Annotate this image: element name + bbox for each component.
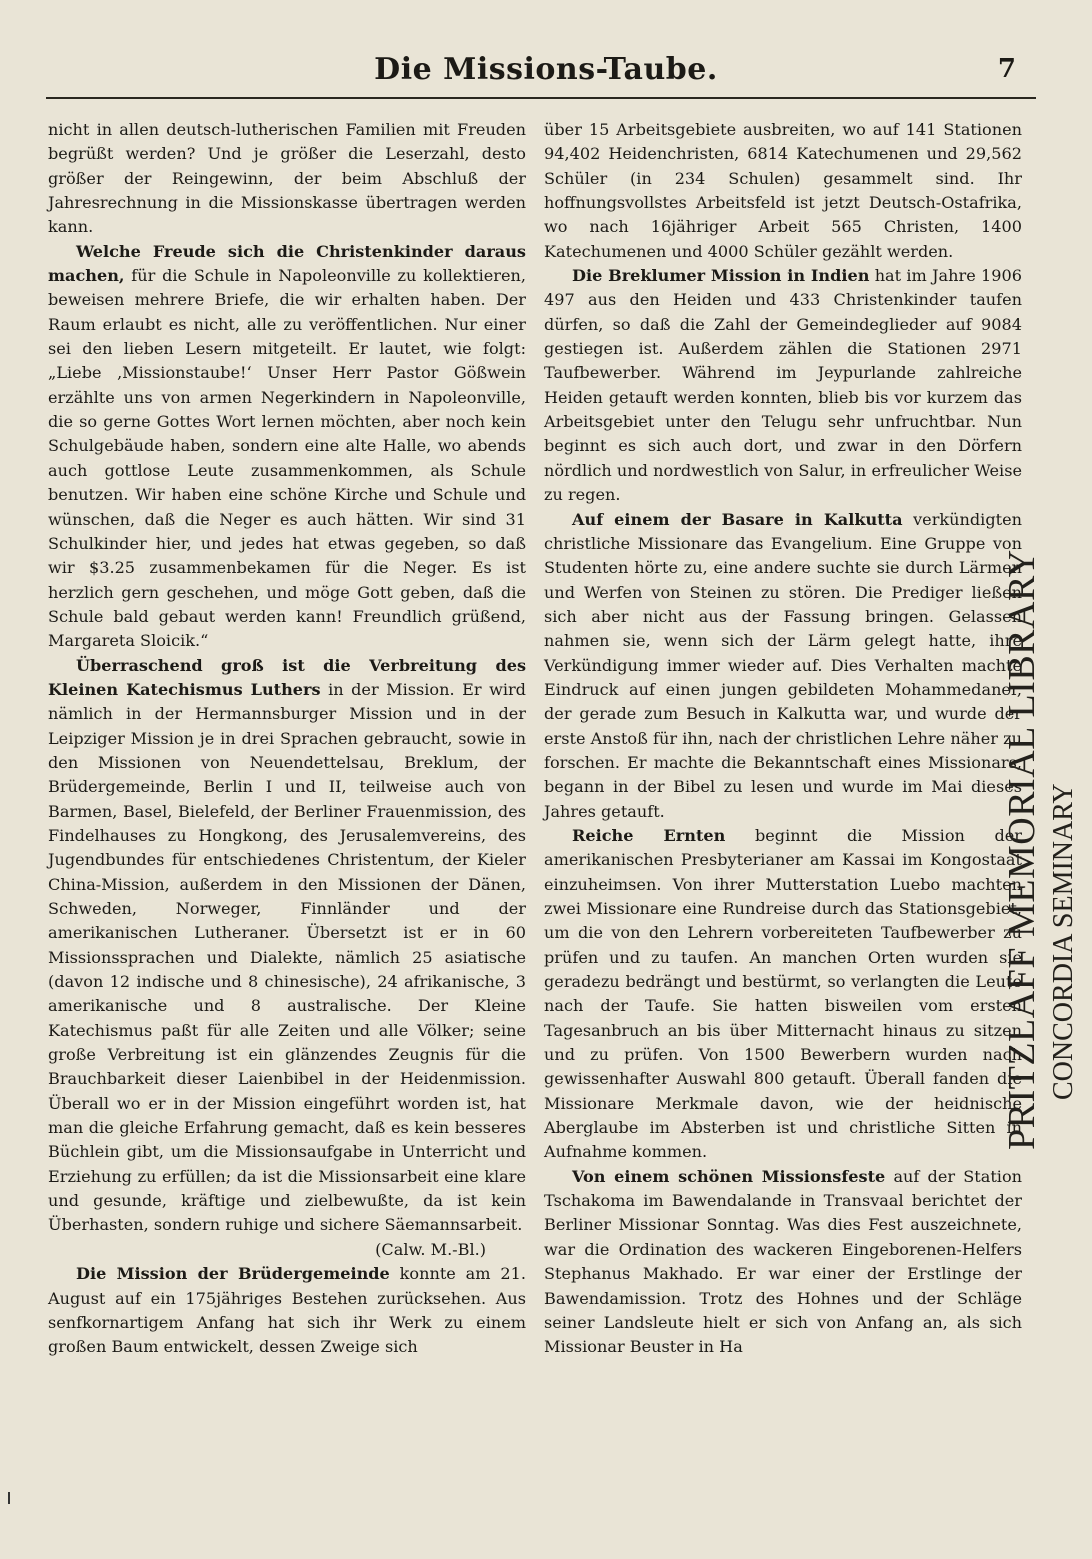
source-citation: (Calw. M.-Bl.) (375, 1239, 486, 1259)
paragraph-lead: Welche Freude sich die Christenkinder daraus machen, (48, 241, 526, 286)
paragraph-lead: Reiche Ernten (572, 825, 726, 845)
page-number: 7 (997, 54, 1016, 84)
paragraph-lead: Auf einem der Basare in Kalkutta (572, 509, 903, 529)
paragraph (48, 1262, 526, 1359)
paragraph-body: auf der Station Tschakoma im Bawendalande in Transvaal berichtet der Berliner Missionar Sonntag. Was dies Fest auszeichnete, war die Ordination des wackeren Eingeborenen-Helfers Stephanus Makhado. Er war einer der Erstlinge der Bawendamission. Trotz des Hohnes und der Schläge seiner Landsleute hielt er sich von Anfang an, als sich Missionar Beuster in Ha (544, 1166, 1022, 1357)
paragraph-lead: Die Breklumer Mission in Indien (572, 266, 870, 286)
paragraph-lead: Die Mission der Brüdergemeinde (76, 1264, 390, 1284)
scan-mark (8, 1492, 10, 1504)
paragraph-body: beginnt die Mission der amerikanischen Presbyterianer am Kassai im Kongostaat einzuheimsen. Von ihrer Mutterstation Luebo machten zwei Missionare eine Rundreise durch das Stationsgebiet, um die von den Lehrern vorbereiteten Taufbewerber zu prüfen und zu taufen. An manchen Orten wurden sie geradezu bedrängt und bestürmt, so verlangten die Leute nach der Taufe. Sie hatten bisweilen vom ersten Tagesanbruch an bis über Mitternacht hinaus zu sitzen und zu prüfen. Von 1500 Bewerbern wurden nach gewissenhafter Auswahl 800 getauft. Überall fanden die Missionare Merkmale davon, wie der heidnische Aberglaube im Absterben ist und christliche Sitten in Aufnahme kommen. (544, 825, 1022, 1162)
paragraph (544, 264, 1022, 507)
paragraph (544, 1165, 1022, 1360)
paragraph: über 15 Arbeitsgebiete ausbreiten, wo auf 141 Stationen 94,402 Heidenchristen, 6814 Katechumenen und 29,562 Schüler (in 234 Schulen) gesammelt sind. Ihr hoffnungsvollstes Arbeitsfeld ist jetzt Deutsch-Ostafrika, wo nach 16jähriger Arbeit 565 Christen, 1400 Katechumenen und 4000 Schüler gezählt werden. (544, 120, 1022, 261)
paragraph: nicht in allen deutsch-lutherischen Familien mit Freuden begrüßt werden? Und je größer die Leserzahl, desto größer der Reingewinn, der beim Abschluß der Jahresrechnung in die Missionskasse übertragen werden kann. (48, 120, 526, 237)
library-stamp-line2: CONCORDIA SEMINARY (1048, 783, 1079, 1100)
paragraph-body: verkündigten christliche Missionare das Evangelium. Eine Gruppe von Studenten hörte zu, eine andere suchte sie durch Lärmen und Werfen von Steinen zu stören. Die Prediger ließen sich aber nicht aus der Fassung bringen. Gelassen nahmen sie, wenn sich der Lärm gelegt hatte, ihre Verkündigung immer wieder auf. Dies Verhalten machte Eindruck auf einen jungen gebildeten Mohammedaner, der gerade zum Besuch in Kalkutta war, und wurde der erste Anstoß für ihn, nach der christlichen Lehre näher zu forschen. Er machte die Bekanntschaft eines Missionars, begann in der Bibel zu lesen und wurde im Mai dieses Jahres getauft. (544, 509, 1022, 821)
paragraph-body: für die Schule in Napoleonville zu kollektieren, beweisen mehrere Briefe, die wir erhalten haben. Der Raum erlaubt es nicht, alle zu veröffentlichen. Nur einer sei den lieben Lesern mitgeteilt. Er lautet, wie folgt: „Liebe ‚Missionstaube!‘ Unser Herr Pastor Gößwein erzählte uns von armen Negerkindern in Napoleonville, die so gerne Gottes Wort lernen möchten, aber noch kein Schulgebäude haben, sondern eine alte Halle, wo abends auch gottlose Leute zusammenkommen, als Schule benutzen. Wir haben eine schöne Kirche und Schule und wünschen, daß die Neger es auch hätten. Wir sind 31 Schulkinder hier, und jedes hat etwas gegeben, so daß wir $3.25 zusammenbekamen für die Neger. Es ist herzlich gern geschehen, und möge Gott geben, daß die Schule bald gebaut werden kann! Freundlich grüßend, Margareta Sloicik.“ (48, 266, 526, 651)
running-title: Die Missions-Taube. (374, 52, 718, 87)
paragraph-lead: Überraschend groß ist die Verbreitung des Kleinen Katechismus Luthers (48, 655, 526, 699)
paragraph-body: in der Mission. Er wird nämlich in der Hermannsburger Mission und in der Leipziger Mission je in drei Sprachen gebraucht, sowie in den Missionen von Neuendettelsau, Breklum, der Brüdergemeinde, Berlin I und II, teilweise auch von Barmen, Basel, Bielefeld, der Berliner Frauenmission, des Findelhauses zu Hongkong, des Jerusalemvereins, des Jugendbundes für entschiedenes Christentum, der Kieler China-Mission, außerdem in den Missionen der Dänen, Schweden, Norweger, Finnländer und der amerikanischen Lutheraner. Übersetzt ist er in 60 Missionssprachen und Dialekte, nämlich 25 asiatische (davon 12 indische und 8 chinesische), 24 afrikanische, 3 amerikanische und 8 australische. Der Kleine Katechismus paßt für alle Zeiten und alle Völker; seine große Verbreitung ist ein glänzendes Zeugnis für die Brauchbarkeit dieser Laienbibel in der Heidenmission. Überall wo er in der Mission eingeführt worden ist, hat man die gleiche Erfahrung gemacht, daß es kein besseres Büchlein gibt, um die Missionsaufgabe in Unterricht und Erziehung zu erfüllen; da ist die Missionsarbeit eine klare und gesunde, kräftige und zielbewußte, da ist kein Überhasten, sondern ruhige und sichere Säemannsarbeit. (48, 679, 526, 1235)
paragraph (48, 240, 526, 654)
paragraph (544, 824, 1022, 1165)
right-column (544, 118, 1022, 1360)
paragraph-lead: Von einem schönen Missionsfeste (572, 1166, 886, 1186)
library-stamp-line1: PRITZLAFF MEMORIAL LIBRARY (1001, 549, 1043, 1150)
paragraph (48, 654, 526, 1238)
left-column (48, 118, 526, 1360)
header-rule (46, 97, 1036, 99)
paragraph (544, 508, 1022, 824)
paragraph-body: hat im Jahre 1906 497 aus den Heiden und 433 Christenkinder taufen dürfen, so daß die Zahl der Gemeindeglieder auf 9084 gestiegen ist. Außerdem zählen die Stationen 2971 Taufbewerber. Während im Jeypurlande zahlreiche Heiden getauft werden konnten, blieb bis vor kurzem das Arbeitsgebiet unter den Telugu sehr unfruchtbar. Nun beginnt es sich auch dort, und zwar in den Dörfern nördlich und nordwestlich von Salur, in erfreulicher Weise zu regen. (544, 266, 1022, 505)
paragraph-body: konnte am 21. August auf ein 175jähriges Bestehen zurücksehen. Aus senfkornartigem Anfang hat sich ihr Werk zu einem großen Baum entwickelt, dessen Zweige sich (48, 1264, 526, 1357)
library-stamp (1000, 549, 1080, 1150)
